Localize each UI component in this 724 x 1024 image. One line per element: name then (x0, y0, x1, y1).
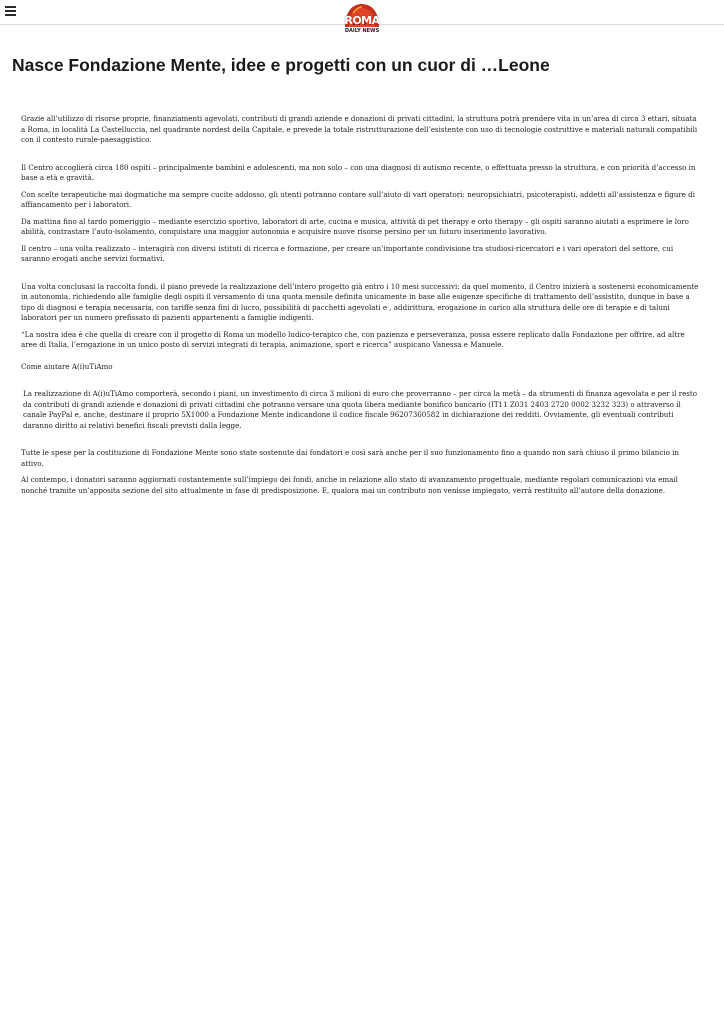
article-paragraph: Al contempo, i donatori saranno aggiornati costantemente sull’impiego dei fondi, anche in relazione allo stato di avanzamento progettuale, mediante regolari comunicazioni via email nonché tramite un’apposita sezione del sito attualmente in fase di predisposizione. E, qualora mai un contributo non venisse impiegato, verrà restituito all’autore della donazione. (21, 475, 678, 495)
logo-text: ROMA (344, 14, 380, 27)
article-paragraph: Il Centro accoglierà circa 180 ospiti – principalmente bambini e adolescenti, ma non solo – con una diagnosi di autismo recente, o effettuata presso la struttura, e con priorità d’accesso in base a età e gravità. (21, 162, 696, 182)
article-paragraph: Tutte le spese per la costituzione di Fondazione Mente sono state sostenute dai fondatori e così sarà anche per il suo funzionamento fino a quando non sarà chiuso il primo bilancio in attivo. (21, 448, 679, 468)
hamburger-menu-icon[interactable] (5, 6, 16, 16)
article-paragraph: La realizzazione di A(i)uTiAmo comporterà, secondo i piani, un investimento di circa 3 milioni di euro che proverranno – per circa la metà – da strumenti di finanza agevolata e per il resto da contributi di grandi aziende e donazioni di privati cittadini che potranno versare una quota libera mediante bonifico bancario (IT11 Z031 2403 2720 0002 3232 323) o attraverso il canale PayPal e, anche, destinare il proprio 5X1000 a Fondazione Mente indicandone il codice fiscale 96207360582 in dichiarazione dei redditi. Ovviamente, gli eventuali contributi daranno diritto ai relativi benefici fiscali previsti dalla legge. (23, 389, 698, 430)
article-paragraph: “La nostra idea è che quella di creare con il progetto di Roma un modello ludico-terapico che, con pazienza e perseveranza, possa essere replicato dalla Fondazione per offrire, ad altre aree di Italia, l’erogazione in un unico posto di servizi integrati di terapia, animazione, sport e ricerca” auspicano Vanessa e Manuele. (21, 329, 685, 349)
article-paragraph: Il centro – una volta realizzato – interagirà con diversi istituti di ricerca e formazione, per creare un’importante condivisione tra studiosi-ricercatori e i vari operatori del settore, cui saranno erogati anche servizi formativi. (21, 243, 674, 263)
article-body (21, 114, 702, 496)
logo-subtext: DAILY NEWS (344, 28, 380, 34)
article-title: Nasce Fondazione Mente, idee e progetti con un cuor di …Leone (12, 55, 550, 75)
site-logo[interactable] (339, 1, 385, 37)
article-paragraph: Una volta conclusasi la raccolta fondi, il piano prevede la realizzazione dell’intero progetto già entro i 10 mesi successivi: da quel momento, il Centro inizierà a sostenersi economicamente in autonomia, richiedendo alle famiglie degli ospiti il versamento di una quota mensile definita unicamente in base alle esigenze specifiche di trattamento dell’assistito, dunque in base a tipo di diagnosi e terapia necessaria, con tariffe senza fini di lucro, possibilità di pacchetti agevolati e , addirittura, erogazione in carico alla struttura delle ore di terapie e di taluni laboratori per un numero prefissato di pazienti appartenenti a famiglie indigenti. (21, 281, 699, 322)
article-paragraph: Da mattina fino al tardo pomeriggio – mediante esercizio sportivo, laboratori di arte, cucina e musica, attività di pet therapy e orto therapy – gli ospiti saranno aiutati a esprimere le loro abilità, contrastare l’auto-isolamento, conquistare una maggior autonomia e acquisire nuove risorse persino per un futuro inserimento lavorativo. (21, 216, 689, 236)
article (0, 54, 724, 496)
top-bar (0, 0, 724, 34)
article-paragraph: Grazie all’utilizzo di risorse proprie, finanziamenti agevolati, contributi di grandi aziende e donazioni di privati cittadini, la struttura potrà prendere vita in un’area di circa 3 ettari, situata a Roma, in località La Castelluccia, nel quadrante nordest della Capitale, e prevede la totale ristrutturazione dell’esistente con uso di tecnologie costruttive e materiali naturali compatibili con il contesto rurale-paesaggistico. (21, 114, 698, 144)
article-paragraph: Con scelte terapeutiche mai dogmatiche ma sempre cucite addosso, gli utenti potranno contare sull’aiuto di vari operatori: neuropsichiatri, psicoterapisti, addetti all’assistenza e figure di affiancamento per i laboratori. (21, 189, 695, 209)
section-subheading: Come aiutare A(i)uTiAmo (21, 361, 113, 371)
